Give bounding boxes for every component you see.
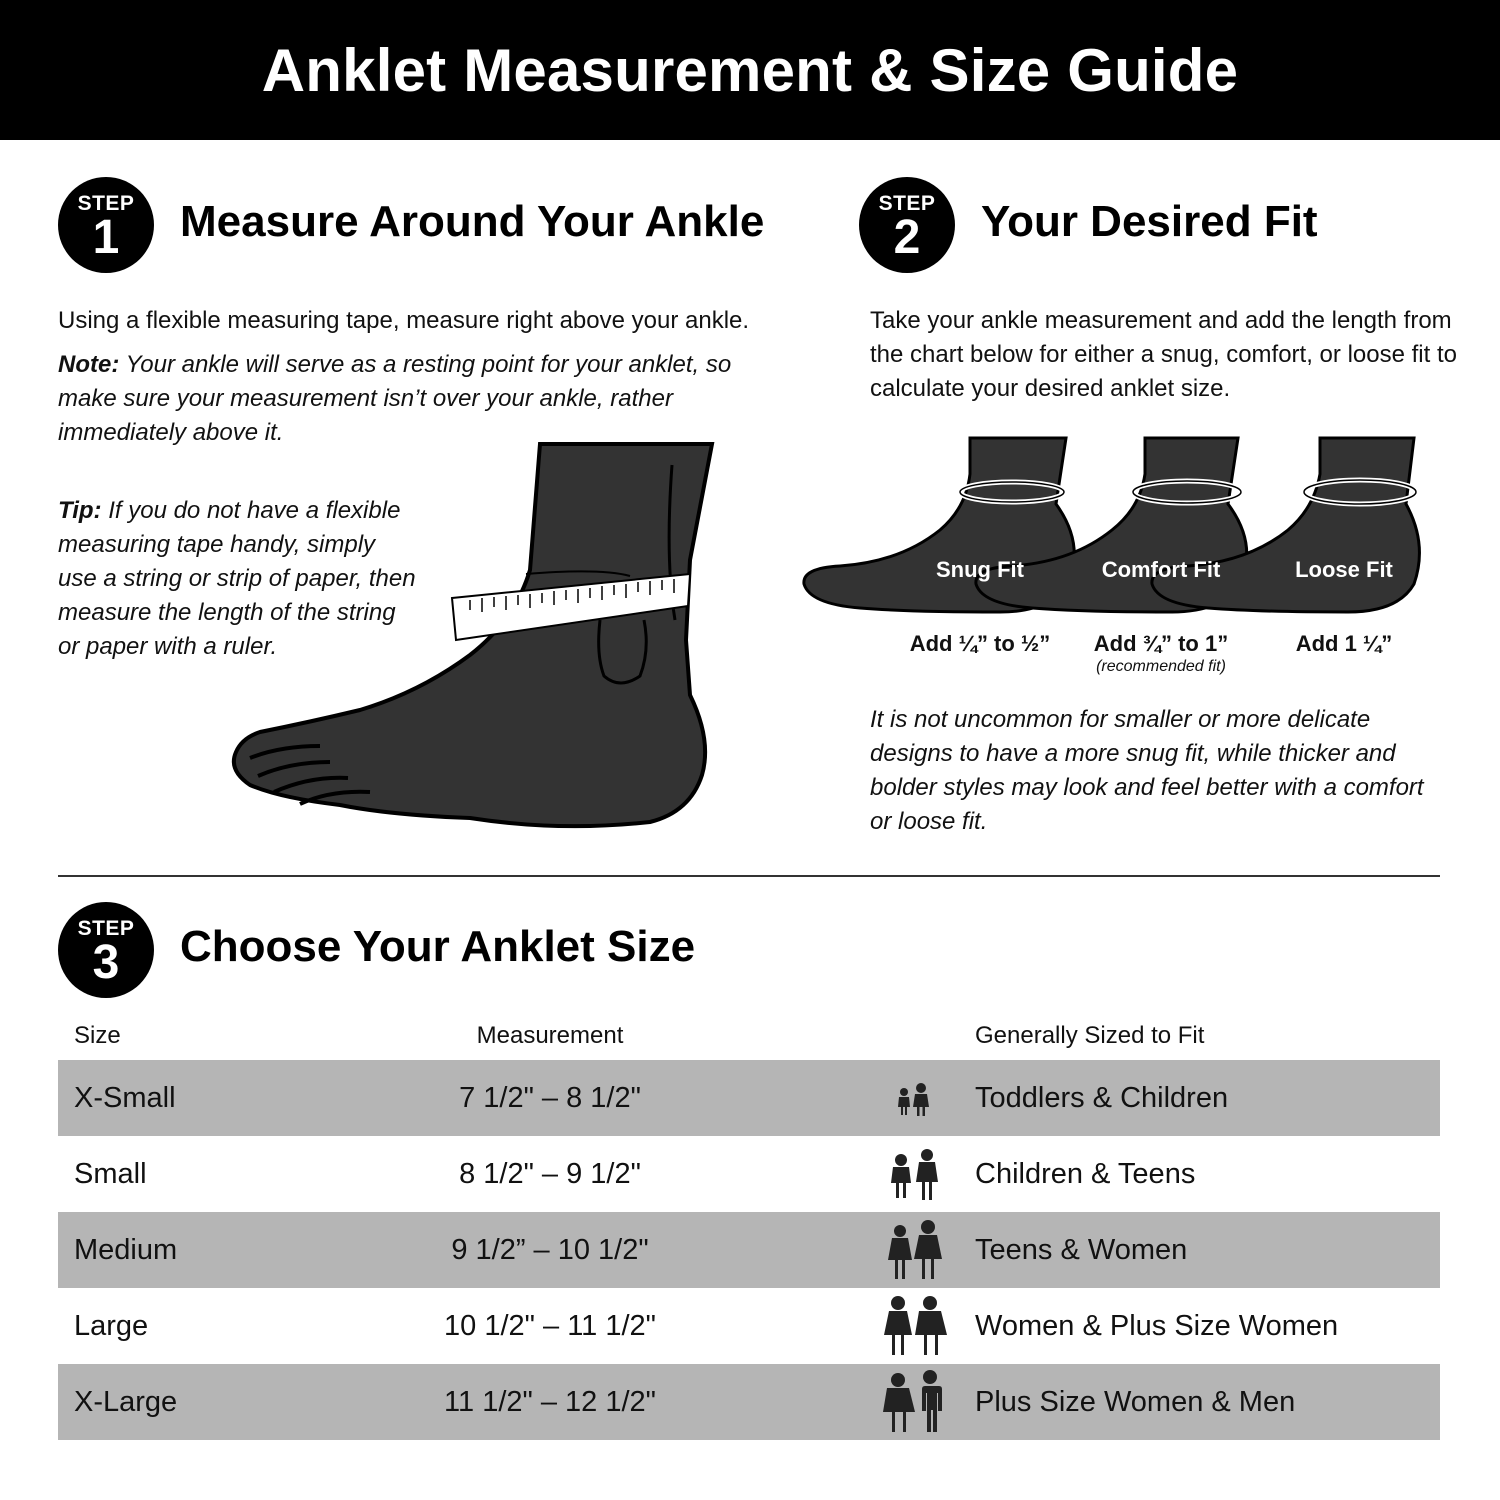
step-1-intro: Using a flexible measuring tape, measure right above your ankle. bbox=[58, 307, 750, 334]
snug-fit-add: Add ¼” to ½” bbox=[909, 631, 1051, 656]
size-cell: X-Large bbox=[74, 1385, 178, 1418]
loose-fit-add: Add 1 ¼” bbox=[1295, 631, 1393, 656]
loose-fit-label: Loose Fit bbox=[1295, 557, 1393, 582]
column-header-fit: Generally Sized to Fit bbox=[975, 1022, 1205, 1049]
fit-cell: Toddlers & Children bbox=[975, 1081, 1229, 1114]
teens-women-icon bbox=[880, 1212, 950, 1288]
fit-feet-illustration bbox=[800, 434, 1430, 624]
children-teens-icon bbox=[880, 1136, 950, 1212]
tip-text: If you do not have a flexible measuring tape handy, simply use a string or strip of paper, then measure the length of the string or paper with a ruler. bbox=[58, 497, 416, 660]
step-1-note bbox=[58, 348, 778, 450]
table-row bbox=[58, 1288, 1440, 1364]
fit-cell: Women & Plus Size Women bbox=[975, 1309, 1339, 1342]
section-divider bbox=[58, 875, 1440, 877]
step-1-badge-number: 1 bbox=[92, 210, 120, 264]
foot-measuring-illustration bbox=[220, 440, 720, 840]
fit-cell: Teens & Women bbox=[975, 1233, 1188, 1266]
fit-cell: Plus Size Women & Men bbox=[975, 1385, 1296, 1418]
step-3-badge bbox=[58, 902, 154, 998]
snug-fit-label: Snug Fit bbox=[936, 557, 1024, 582]
step-2-intro: Take your ankle measurement and add the length from the chart below for either a snug, comfort, or loose fit to calculate your desired anklet size. bbox=[870, 307, 1457, 402]
note-label: Note: bbox=[58, 351, 120, 378]
size-cell: Large bbox=[74, 1309, 149, 1342]
table-row bbox=[58, 1060, 1440, 1136]
step-2-badge-label: STEP bbox=[878, 191, 936, 215]
comfort-fit-label: Comfort Fit bbox=[1101, 557, 1221, 582]
comfort-fit-note: (recommended fit) bbox=[1096, 658, 1226, 675]
step-2-title: Your Desired Fit bbox=[981, 197, 1318, 246]
step-1-badge-label: STEP bbox=[77, 191, 135, 215]
note-text: Your ankle will serve as a resting point for your anklet, so make sure your measurement isn’t over your ankle, rather immediately above it. bbox=[58, 351, 732, 446]
measurement-cell: 11 1/2" – 12 1/2" bbox=[444, 1385, 656, 1418]
measurement-cell: 7 1/2" – 8 1/2" bbox=[459, 1081, 641, 1114]
step-3-title: Choose Your Anklet Size bbox=[180, 922, 696, 971]
page-header bbox=[0, 0, 1500, 140]
page-title: Anklet Measurement & Size Guide bbox=[261, 36, 1239, 104]
tip-label: Tip: bbox=[58, 497, 102, 524]
size-cell: Small bbox=[74, 1157, 147, 1190]
size-table bbox=[58, 1060, 1440, 1440]
size-cell: Medium bbox=[74, 1233, 178, 1266]
step-3-badge-number: 3 bbox=[92, 935, 120, 989]
step-3-badge-label: STEP bbox=[77, 916, 135, 940]
step-1-title: Measure Around Your Ankle bbox=[180, 197, 765, 246]
plus-size-women-men-icon bbox=[880, 1364, 950, 1440]
size-cell: X-Small bbox=[74, 1081, 176, 1114]
step-2-badge bbox=[859, 177, 955, 273]
table-row bbox=[58, 1136, 1440, 1212]
fit-cell: Children & Teens bbox=[975, 1157, 1196, 1190]
table-row bbox=[58, 1212, 1440, 1288]
step-2-footnote: It is not uncommon for smaller or more delicate designs to have a more snug fit, while thicker and bolder styles may look and feel better with a comfort or loose fit. bbox=[870, 706, 1424, 835]
column-header-measurement: Measurement bbox=[476, 1022, 624, 1049]
table-row bbox=[58, 1364, 1440, 1440]
step-1-badge bbox=[58, 177, 154, 273]
measurement-cell: 10 1/2" – 11 1/2" bbox=[444, 1309, 656, 1342]
comfort-fit-add: Add ¾” to 1” bbox=[1093, 631, 1229, 656]
toddlers-children-icon bbox=[880, 1060, 950, 1136]
measurement-cell: 9 1/2” – 10 1/2" bbox=[451, 1233, 649, 1266]
column-header-size: Size bbox=[74, 1022, 121, 1049]
step-2-badge-number: 2 bbox=[893, 210, 921, 264]
measurement-cell: 8 1/2" – 9 1/2" bbox=[459, 1157, 641, 1190]
women-plus-size-women-icon bbox=[880, 1288, 950, 1364]
